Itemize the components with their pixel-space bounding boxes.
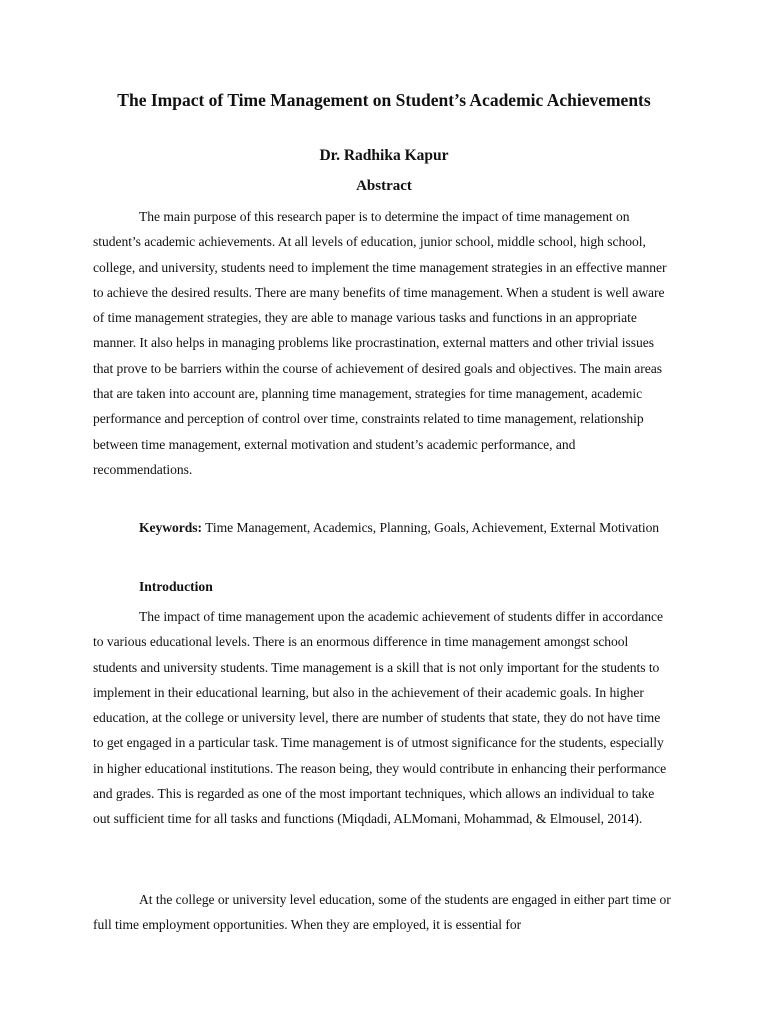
keywords-label: Keywords: [139,520,202,535]
keywords-paragraph [93,515,673,540]
abstract-paragraph: The main purpose of this research paper is to determine the impact of time management on student’s academic achievements. At all levels of education, junior school, middle school, high school, college, and university, students need to implement the time management strategies in an effective manner to achieve the desired results. There are many benefits of time management. When a student is well aware of time management strategies, they are able to manage various tasks and functions in an appropriate manner. It also helps in managing problems like procrastination, external matters and other trivial issues that prove to be barriers within the course of achievement of desired goals and objectives. The main areas that are taken into account are, planning time management, strategies for time management, academic performance and perception of control over time, constraints related to time management, relationship between time management, external motivation and student’s academic performance, and recommendations. [93,209,667,477]
introduction-heading: Introduction [139,579,213,594]
paper-title: The Impact of Time Management on Student’s Academic Achievements [117,90,651,110]
introduction-paragraph: The impact of time management upon the academic achievement of students differ in accordance to various educational levels. There is an enormous difference in time management amongst school students and university students. Time management is a skill that is not only important for the students to implement in their educational learning, but also in the achievement of their academic goals. In higher education, at the college or university level, there are number of students that state, they do not have time to get engaged in a particular task. Time management is of utmost significance for the students, especially in higher educational institutions. The reason being, they would contribute in enhancing their performance and grades. This is regarded as one of the most important techniques, which allows an individual to take out sufficient time for all tasks and functions (Miqdadi, ALMomani, Mohammad, & Elmousel, 2014). [93,609,667,827]
body-paragraph: At the college or university level education, some of the students are engaged in either part time or full time employment opportunities. When they are employed, it is essential for [93,892,671,933]
author-name: Dr. Radhika Kapur [319,147,449,164]
keywords-list: Time Management, Academics, Planning, Goals, Achievement, External Motivation [201,520,660,535]
abstract-heading: Abstract [356,178,412,194]
